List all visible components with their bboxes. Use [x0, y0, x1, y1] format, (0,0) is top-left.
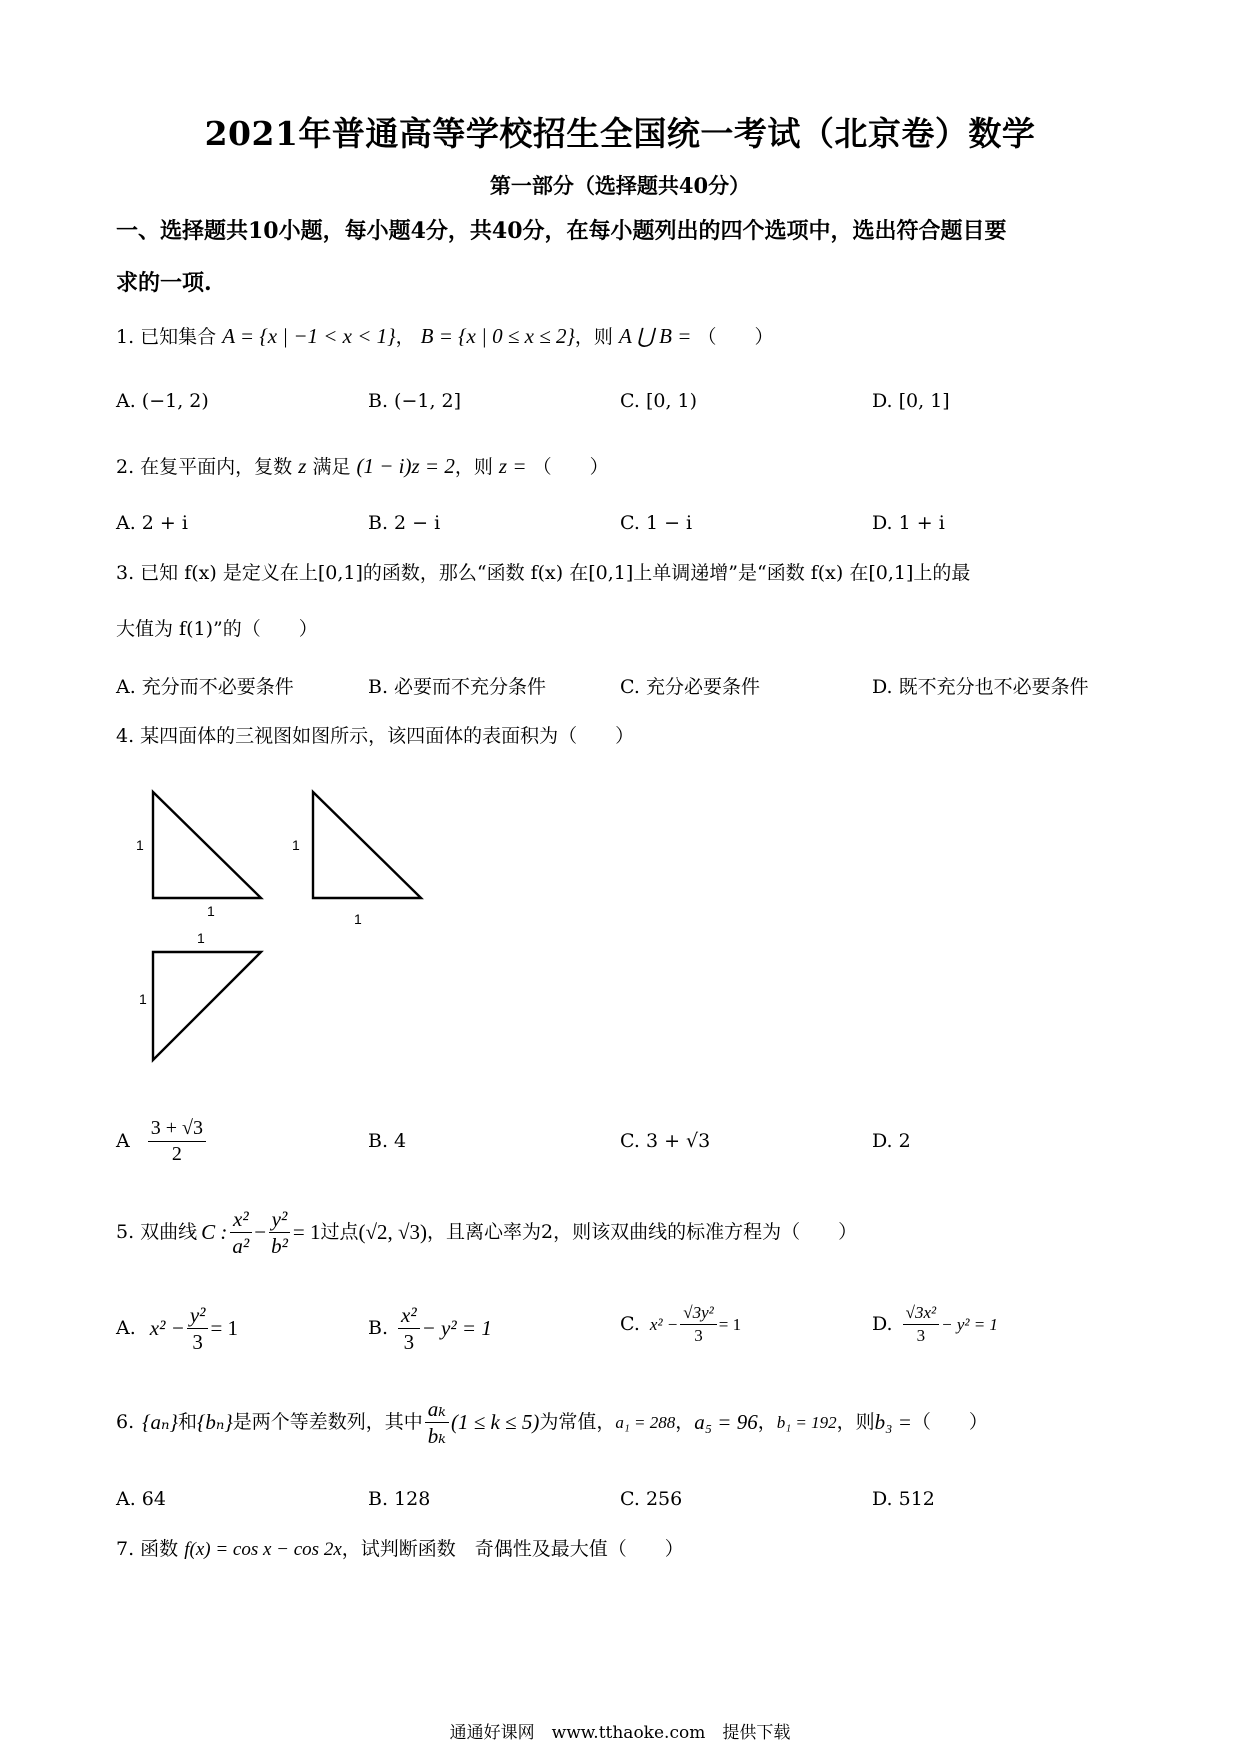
q5-option-d-num: √3x²	[903, 1304, 939, 1325]
q2-option-d: D. 1 + i	[872, 512, 945, 534]
q6-ratio-den: bₖ	[427, 1424, 446, 1449]
q5-option-a-label: A.	[116, 1317, 136, 1340]
q2-mid: 满足	[312, 456, 351, 478]
q6-option-d: D. 512	[872, 1488, 935, 1510]
q5-option-d-den: 3	[916, 1325, 926, 1345]
q5-option-a	[116, 1304, 238, 1353]
top-view-triangle	[153, 952, 261, 1060]
q5-option-c-post: = 1	[718, 1314, 742, 1334]
section-heading-line1: 一、选择题共10小题，每小题4分，共40分，在每小题列出的四个选项中，选出符合题目要	[116, 218, 1007, 244]
q2-option-a: A. 2 + i	[116, 512, 188, 534]
q6-mid2: 为常值，	[539, 1411, 616, 1434]
q2-blank: （ ）	[532, 456, 609, 478]
q5-option-d	[872, 1304, 998, 1345]
q2-option-c: C. 1 − i	[620, 512, 693, 534]
question-3-line2: 大值为 f(1)”的（ ）	[116, 618, 318, 640]
q5-option-b	[368, 1304, 492, 1353]
q5-option-c-num: √3y²	[680, 1304, 716, 1325]
q6-b3: b₃ =	[874, 1410, 912, 1435]
question-3-line1: 3. 已知 f(x) 是定义在上[0,1]的函数，那么“函数 f(x) 在[0,1]上单调递增”是“函数 f(x) 在[0,1]上的最	[116, 562, 971, 584]
q5-mid: 过点	[320, 1221, 359, 1244]
q1-expression: A ⋃ B =	[618, 324, 692, 348]
q7-post: ，试判断函数 奇偶性及最大值（ ）	[341, 1538, 684, 1560]
q4-option-b: B. 4	[368, 1130, 407, 1152]
q5-option-d-label: D.	[872, 1312, 893, 1335]
q6-ratio-num: aₖ	[425, 1398, 449, 1423]
q6-sep2: ，	[757, 1411, 777, 1434]
q5-option-b-num: x²	[398, 1304, 420, 1329]
q3-option-c: C. 充分必要条件	[620, 676, 760, 698]
q5-option-a-den: 3	[192, 1330, 203, 1355]
q5-option-b-post: − y² = 1	[421, 1316, 492, 1341]
q5-option-d-post: − y² = 1	[941, 1314, 998, 1334]
q3-option-b: B. 必要而不充分条件	[368, 676, 547, 698]
q5-option-c-den: 3	[694, 1325, 703, 1345]
q2-mid2: ，则	[454, 456, 493, 478]
q5-option-a-fraction	[187, 1304, 209, 1353]
q5-option-a-num: y²	[187, 1304, 209, 1329]
page-title: 2021年普通高等学校招生全国统一考试（北京卷）数学	[204, 114, 1036, 153]
q3-option-a: A. 充分而不必要条件	[116, 676, 294, 698]
q2-equation: (1 − i)z = 2	[356, 454, 455, 478]
q4-option-a	[116, 1118, 208, 1165]
front-view-height-label: 1	[136, 837, 144, 853]
q6-and: 和	[177, 1411, 197, 1434]
q6-a5: a₅ = 96	[694, 1410, 758, 1435]
q4-option-a-numerator: 3 + √3	[148, 1118, 206, 1142]
q6-option-c: C. 256	[620, 1488, 683, 1510]
q5-post: ，且离心率为2，则该双曲线的标准方程为（ ）	[427, 1221, 858, 1244]
q1-option-b: B. (−1, 2]	[368, 390, 462, 412]
q5-option-a-post: = 1	[210, 1316, 239, 1341]
q5-option-a-pre: x² −	[149, 1316, 185, 1341]
q1-sep: ，	[395, 326, 415, 348]
q1-option-a: A. (−1, 2)	[116, 390, 209, 412]
q6-sequence-a: {aₙ}	[142, 1410, 178, 1435]
q5-option-c	[620, 1304, 741, 1345]
q6-mid3: ，则	[836, 1411, 875, 1434]
q6-ratio-fraction	[425, 1398, 449, 1447]
q4-option-a-label: A	[116, 1130, 130, 1152]
q1-option-c: C. [0, 1)	[620, 390, 698, 412]
q7-function: f(x) = cos x − cos 2x	[184, 1539, 342, 1560]
q4-option-a-fraction	[148, 1118, 206, 1165]
q5-option-c-label: C.	[620, 1312, 640, 1335]
q1-set-b: B = {x | 0 ≤ x ≤ 2}	[420, 324, 575, 348]
footer-source: 通通好课网 www.tthaoke.com 提供下载	[449, 1723, 791, 1743]
q4-option-a-denominator: 2	[171, 1143, 182, 1165]
question-5	[116, 1208, 1126, 1257]
q1-option-d: D. [0, 1]	[872, 390, 950, 412]
q6-blank: （ ）	[911, 1411, 988, 1434]
top-view-height-label: 1	[139, 991, 147, 1007]
q5-equals-one: = 1	[292, 1220, 321, 1245]
side-view-triangle	[313, 792, 421, 898]
q5-option-c-fraction	[680, 1304, 716, 1345]
q5-fraction-y	[268, 1208, 291, 1257]
q4-option-d: D. 2	[872, 1130, 911, 1152]
q5-option-d-fraction	[903, 1304, 939, 1345]
q5-fraction-x-num: x²	[230, 1208, 252, 1233]
q1-mid: ，则	[574, 326, 613, 348]
q6-sep1: ，	[675, 1411, 695, 1434]
part-heading: 第一部分（选择题共40分）	[489, 173, 751, 198]
q7-prefix: 7. 函数	[116, 1538, 179, 1560]
q1-blank: （ ）	[697, 326, 774, 348]
question-4: 4. 某四面体的三视图如图所示，该四面体的表面积为（ ）	[116, 725, 635, 747]
q6-sequence-b: {bₙ}	[196, 1410, 233, 1435]
q5-minus: −	[254, 1220, 267, 1245]
front-view-triangle	[153, 792, 261, 898]
side-view-width-label: 1	[354, 911, 362, 927]
q6-b1: b₁ = 192	[776, 1413, 837, 1433]
q1-set-a: A = {x | −1 < x < 1}	[222, 324, 396, 348]
q5-fraction-y-num: y²	[269, 1208, 291, 1233]
q2-expression: z =	[498, 454, 527, 478]
q6-prefix: 6.	[116, 1411, 135, 1434]
q5-fraction-y-den: b²	[271, 1234, 288, 1259]
q2-option-b: B. 2 − i	[368, 512, 441, 534]
q5-option-b-label: B.	[368, 1317, 389, 1340]
q5-curve-name: C :	[201, 1220, 228, 1245]
q5-point: (√2, √3)	[358, 1220, 428, 1245]
q5-option-b-fraction	[398, 1304, 420, 1353]
section-heading-line2: 求的一项.	[116, 270, 212, 296]
question-6	[116, 1398, 1126, 1447]
q2-prefix: 2. 在复平面内，复数	[116, 456, 293, 478]
q1-prefix: 1. 已知集合	[116, 326, 217, 348]
q5-option-c-pre: x² −	[649, 1314, 679, 1334]
q3-option-d: D. 既不充分也不必要条件	[872, 676, 1089, 698]
front-view-width-label: 1	[207, 903, 215, 919]
q6-option-b: B. 128	[368, 1488, 431, 1510]
q4-option-c: C. 3 + √3	[620, 1130, 711, 1152]
q6-mid: 是两个等差数列，其中	[232, 1411, 423, 1434]
q6-range: (1 ≤ k ≤ 5)	[450, 1410, 540, 1435]
side-view-height-label: 1	[292, 837, 300, 853]
q6-a1: a₁ = 288	[615, 1413, 676, 1433]
q5-prefix: 5. 双曲线	[116, 1221, 198, 1244]
top-view-width-label: 1	[197, 930, 205, 946]
q2-z: z	[298, 454, 307, 478]
q5-fraction-x	[229, 1208, 252, 1257]
q5-fraction-x-den: a²	[232, 1234, 250, 1259]
q5-option-b-den: 3	[403, 1330, 415, 1355]
q6-option-a: A. 64	[116, 1488, 166, 1510]
question-7	[116, 1540, 1126, 1559]
